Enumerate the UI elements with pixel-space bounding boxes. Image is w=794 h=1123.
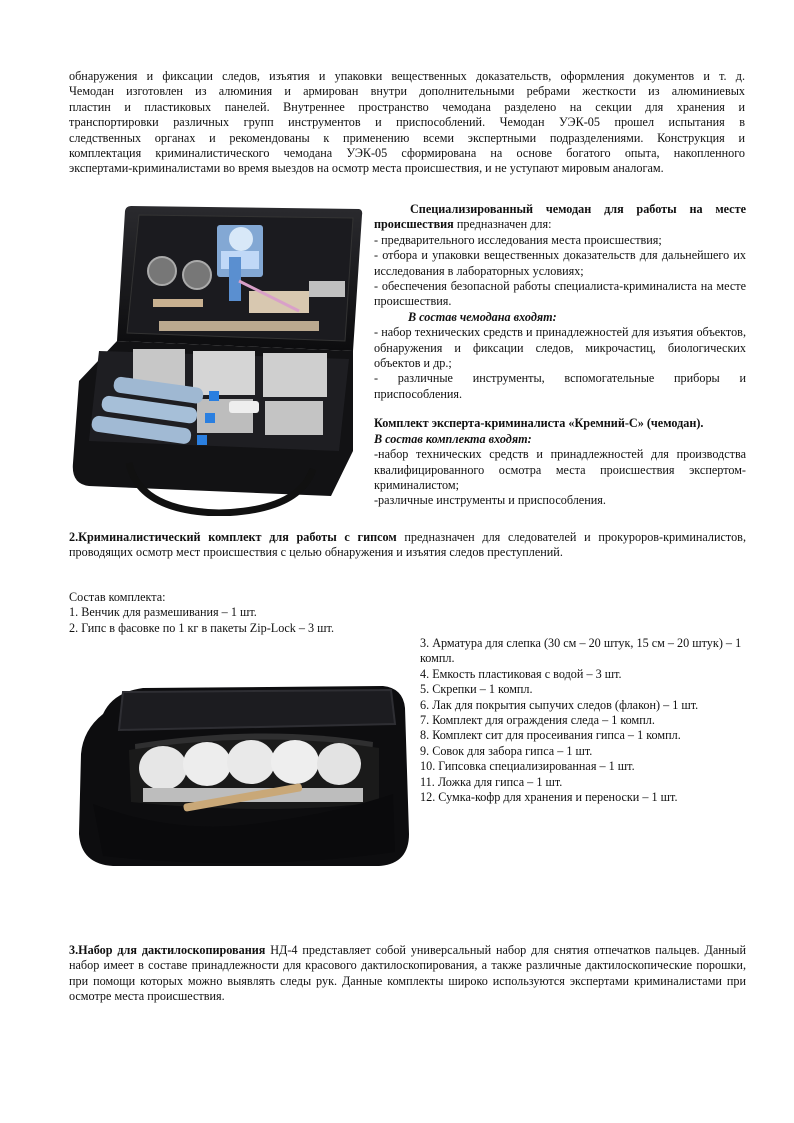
kit-content-item: -различные инструменты и приспособления. <box>374 493 606 508</box>
list-item: 10. Гипсовка специализированная – 1 шт. <box>420 759 635 774</box>
forensic-suitcase-photo <box>69 201 365 516</box>
list-item: 1. Венчик для размешивания – 1 шт. <box>69 605 257 620</box>
list-item: 7. Комплект для ограждения следа – 1 компл. <box>420 713 655 728</box>
case-contents-heading: В состав чемодана входят: <box>408 309 557 324</box>
section-2-title: 2.Криминалистический комплект для работы с гипсом <box>69 530 397 544</box>
intro-line: Чемодан изготовлен из алюминия и армирован внутри дополнительными ребрами жесткости из алюминиевых <box>69 84 745 99</box>
case-content-item: - набор технических средств и принадлежностей для изъятия объектов, обнаружения и фиксации следов, микрочастиц, биологических объектов и др.; <box>374 325 746 371</box>
section-2-intro <box>69 530 746 561</box>
intro-line: пластин и пластиковых панелей. Внутреннее пространство чемодана разделено на секции для хранения и <box>69 99 745 114</box>
section-2-text: предназначен для следователей и прокуроров-криминалистов, проводящих осмотр мест происшествия с целью обнаружения и изъятия следов преступлений. <box>69 530 746 560</box>
list-item: 2. Гипс в фасовке по 1 кг в пакеты Zip-Lock – 3 шт. <box>69 620 334 635</box>
intro-line: транспортировки различных групп инструментов и приспособлений. Чемодан УЭК-05 прошел испытания в <box>69 115 745 130</box>
section-3 <box>69 943 746 1005</box>
case-purpose: - предварительного исследования места происшествия; <box>374 232 662 247</box>
gypsum-kit-bag-photo <box>73 684 413 870</box>
case-purpose: - обеспечения безопасной работы специалиста-криминалиста на месте происшествия. <box>374 279 746 309</box>
case-title-rest: предназначен для: <box>453 217 552 232</box>
list-item: 8. Комплект сит для просеивания гипса – 1 компл. <box>420 728 681 743</box>
section-2-list-right <box>420 636 746 805</box>
intro-line: экспертами-криминалистами во время выездов на осмотр места происшествия, и не уступают мировым аналогам. <box>69 161 664 176</box>
case-content-item: - различные инструменты, вспомогательные приборы и приспособления. <box>374 371 746 401</box>
list-item: 12. Сумка-кофр для хранения и переноски – 1 шт. <box>420 790 678 805</box>
kit-title: Комплект эксперта-криминалиста «Кремний-С» (чемодан). <box>374 416 704 431</box>
list-item: 4. Емкость пластиковая с водой – 3 шт. <box>420 666 622 681</box>
case-description <box>374 202 746 509</box>
intro-paragraph <box>69 69 745 177</box>
section-2-list-left <box>69 590 399 636</box>
intro-line: комплектация криминалистического чемодана УЭК-05 сформирована на основе богатого опыта, накопленного <box>69 146 745 161</box>
intro-line: следственных органах и рекомендованы к применению всеми экспертными подразделениями. Конструкция и <box>69 130 745 145</box>
intro-line: обнаружения и фиксации следов, изъятия и упаковки вещественных доказательств, оформления документов и т. д. <box>69 69 745 83</box>
case-title <box>374 202 746 233</box>
kit-content-item: -набор технических средств и принадлежностей для производства квалифицированного осмотра места происшествия экспертом-криминалистом; <box>374 447 746 492</box>
list-item: 3. Арматура для слепка (30 см – 20 штук, 15 см – 20 штук) – 1 компл. <box>420 636 742 666</box>
list-item: 6. Лак для покрытия сыпучих следов (флакон) – 1 шт. <box>420 697 699 712</box>
list-item: 5. Скрепки – 1 компл. <box>420 682 533 697</box>
kit-contents-heading: В состав комплекта входят: <box>374 431 532 446</box>
list-item: 11. Ложка для гипса – 1 шт. <box>420 774 563 789</box>
section-3-title: 3.Набор для дактилоскопирования <box>69 943 266 957</box>
case-title-bold: Специализированный чемодан для работы на месте происшествия <box>374 202 746 232</box>
composition-label: Состав комплекта: <box>69 590 166 604</box>
list-item: 9. Совок для забора гипса – 1 шт. <box>420 743 593 758</box>
section-3-text: НД-4 представляет собой универсальный набор для снятия отпечатков пальцев. Данный набор имеет в составе принадлежности для красового дактилоскопирования, а также различные дактилоскопические порошки, при помощи которых можно выявлять следы рук. Данные комплекты широко используются экспертами криминалистами при осмотре места происшествия. <box>69 943 746 1004</box>
case-purpose: - отбора и упаковки вещественных доказательств для дальнейшего их исследования в лабораторных условиях; <box>374 248 746 278</box>
